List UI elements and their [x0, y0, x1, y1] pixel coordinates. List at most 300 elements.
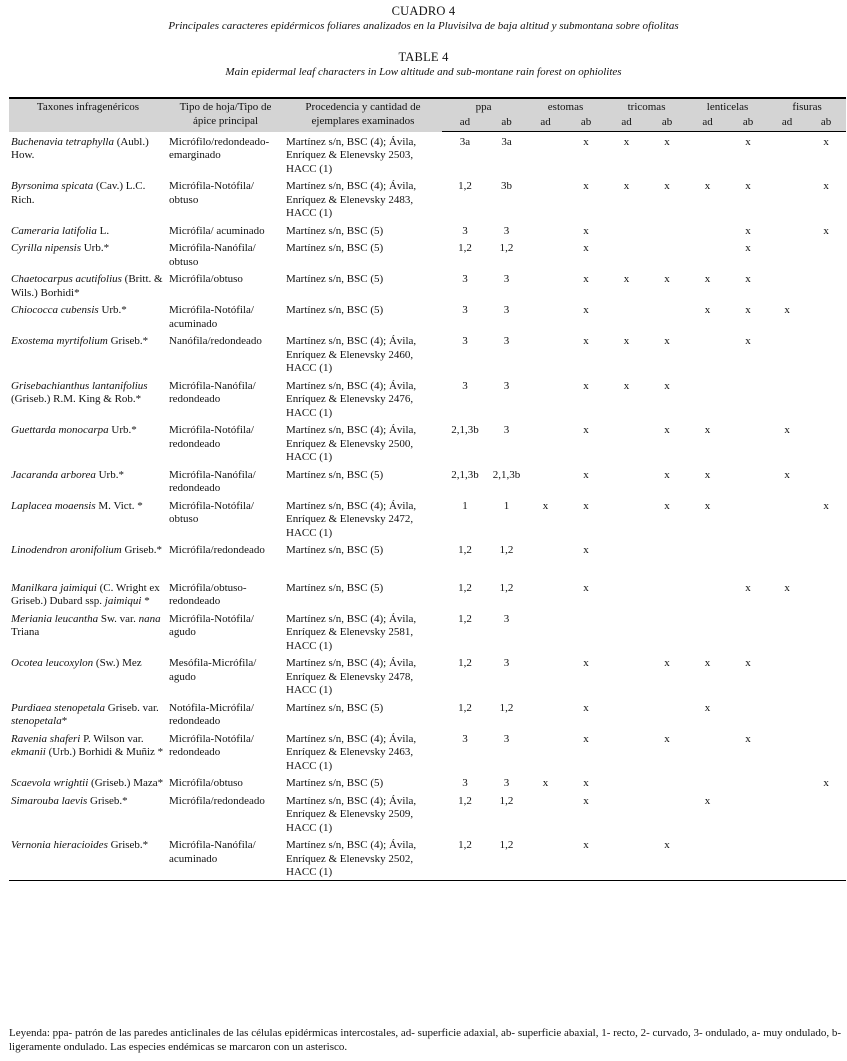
cell-estomas-ab: x: [583, 581, 589, 594]
cell-tricomas-ad: [606, 729, 647, 774]
leaf-type-cell: Micrófila/obtuso: [169, 777, 243, 789]
cell-lenticelas-ab: x: [745, 242, 751, 254]
cell-fisuras-ad: [768, 331, 806, 376]
cell-ppa-ab: 1,2: [499, 701, 514, 714]
cell-estomas-ad: [525, 609, 566, 654]
cell-ppa-ad: 3: [462, 777, 468, 789]
cell-tricomas-ab: [647, 609, 687, 654]
taxon-cell: [9, 176, 167, 221]
cell-fisuras-ad: [768, 835, 806, 880]
cell-ppa-ad: 1,2: [442, 835, 488, 880]
table-caption-en: Main epidermal leaf characters in Low altitude and sub-montane rain forest on ophiolites: [225, 66, 622, 78]
cell-tricomas-ab: [647, 238, 687, 269]
taxon-name-italic: Linodendron aronifolium: [11, 544, 122, 556]
taxon-name-italic: Cyrilla nipensis: [11, 242, 81, 254]
cell-tricomas-ab: [647, 578, 687, 609]
col-sub-fisuras-ad: ad: [768, 116, 806, 132]
col-sub-lenticelas-ab: ab: [728, 116, 768, 132]
cell-lenticelas-ab: x: [745, 224, 751, 237]
cell-tricomas-ab: x: [664, 136, 670, 148]
taxon-author: Urb.*: [98, 304, 127, 316]
cell-tricomas-ab: [647, 698, 687, 729]
taxon-author: Griseb.*: [107, 839, 149, 851]
cell-fisuras-ab: [806, 269, 846, 300]
table-row: [9, 698, 846, 729]
cell-ppa-ad: 2,1,3b: [451, 468, 479, 481]
taxon-cell: [9, 540, 167, 578]
cell-lenticelas-ad: [687, 773, 728, 791]
taxon-cell: [9, 791, 167, 836]
col-header-leaf-type: Tipo de hoja/Tipo de ápice principal: [167, 98, 284, 132]
cell-fisuras-ad: [768, 221, 806, 239]
taxon-author: L.: [96, 224, 110, 237]
cell-estomas-ab: [566, 609, 606, 654]
cell-ppa-ad: 1,2: [458, 701, 472, 714]
table-row: [9, 132, 846, 177]
cell-lenticelas-ab: x: [745, 273, 751, 285]
taxon-author: *: [141, 595, 150, 607]
cell-fisuras-ad: [768, 176, 806, 221]
cell-fisuras-ad: [768, 238, 806, 269]
leaf-type-cell: Micrófila-Notófila/ redondeado: [169, 424, 254, 450]
cell-fisuras-ad: [768, 540, 806, 578]
cell-ppa-ab: 3: [503, 335, 510, 347]
cell-tricomas-ab: x: [664, 732, 670, 745]
provenance-cell: Martínez s/n, BSC (4); Ávila, Enríquez & Elenevsky 2460, HACC (1): [286, 335, 417, 374]
cell-lenticelas-ad: x: [704, 657, 711, 669]
cell-estomas-ad: [525, 176, 566, 221]
cell-estomas-ab: x: [583, 242, 589, 254]
cell-ppa-ad: 1,2: [458, 544, 472, 556]
provenance-cell: Martínez s/n, BSC (5): [286, 777, 384, 789]
taxon-cell: [9, 376, 167, 421]
leaf-type-cell: Micrófila/redondeado: [169, 544, 265, 556]
taxon-name-italic: Vernonia hieracioides: [11, 839, 108, 851]
table-body: [9, 132, 846, 881]
cell-estomas-ad: [525, 269, 566, 300]
cell-fisuras-ab: x: [823, 777, 829, 789]
cell-lenticelas-ab: x: [745, 657, 751, 669]
taxon-name-italic: Exostema myrtifolium: [11, 335, 108, 347]
cell-fisuras-ab: x: [823, 499, 829, 512]
cell-estomas-ab: x: [583, 180, 589, 192]
cell-fisuras-ab: [806, 420, 846, 465]
cell-tricomas-ab: [647, 773, 687, 791]
cell-ppa-ab: 1,2: [499, 242, 514, 254]
taxon-name-italic: Laplacea moaensis: [11, 499, 96, 512]
leaf-type-cell: Micrófila/obtuso: [169, 273, 243, 285]
provenance-cell: Martínez s/n, BSC (5): [286, 701, 384, 714]
cell-fisuras-ab: [806, 653, 846, 698]
cell-lenticelas-ab: [728, 540, 768, 578]
cell-fisuras-ab: x: [823, 224, 829, 237]
col-header-provenance: Procedencia y cantidad de ejemplares examinados: [284, 98, 442, 132]
cell-lenticelas-ad: [687, 331, 728, 376]
taxon-name-italic: Purdiaea stenopetala: [11, 701, 105, 714]
cell-estomas-ad: [525, 420, 566, 465]
cell-estomas-ab: x: [583, 777, 589, 789]
cell-ppa-ab: 1: [503, 499, 510, 512]
table-legend: Leyenda: ppa- patrón de las paredes anticlinales de las células epidérmicas intercostales, ad- superficie adaxial, ab- superficie abaxial, 1- recto, 2- curvado, 3- ondulado, a- muy ondulado, b- ligeramente ondulado. Las especies endémicas se marcaron con un asterisco.: [9, 1027, 841, 1053]
taxon-author: (C. Wright ex Griseb.) Dubard ssp.: [11, 581, 160, 607]
cell-ppa-ab: 2,1,3b: [492, 468, 521, 481]
cell-tricomas-ad: x: [623, 379, 630, 392]
cell-ppa-ab: 3a: [501, 136, 512, 148]
cell-fisuras-ab: [806, 238, 846, 269]
cell-fisuras-ab: x: [823, 136, 829, 148]
cell-tricomas-ad: [606, 221, 647, 239]
cell-lenticelas-ab: [728, 609, 768, 654]
taxon-cell: [9, 132, 167, 177]
taxon-name-italic: Jacaranda arborea: [11, 468, 96, 481]
cell-fisuras-ad: [768, 698, 806, 729]
taxon-cell: [9, 331, 167, 376]
cell-lenticelas-ad: x: [704, 424, 711, 436]
leaf-type-cell: Micrófila/obtuso-redondeado: [169, 581, 247, 607]
cell-tricomas-ab: x: [664, 468, 670, 481]
table-row: [9, 540, 846, 578]
table-row: [9, 221, 846, 239]
cell-tricomas-ad: [606, 653, 647, 698]
table-row: [9, 238, 846, 269]
cell-estomas-ad: [525, 331, 566, 376]
cell-ppa-ad: 1,2: [458, 794, 472, 807]
cell-estomas-ab: x: [583, 304, 589, 316]
taxon-author: Sw. var.: [98, 612, 139, 625]
provenance-cell: Martínez s/n, BSC (4); Ávila, Enríquez & Elenevsky 2503, HACC (1): [286, 135, 417, 175]
cell-estomas-ad: x: [542, 777, 549, 789]
cell-lenticelas-ad: x: [704, 701, 711, 714]
cell-estomas-ad: x: [542, 499, 549, 512]
cell-lenticelas-ad: [687, 376, 728, 421]
cell-ppa-ab: 3: [503, 777, 510, 789]
provenance-cell: Martínez s/n, BSC (4); Ávila, Enríquez & Elenevsky 2478, HACC (1): [286, 657, 417, 696]
cell-lenticelas-ab: [728, 698, 768, 729]
taxon-name-italic: Chaetocarpus acutifolius: [11, 273, 122, 285]
col-group-ppa: ppa: [442, 98, 525, 116]
cell-fisuras-ab: [806, 729, 846, 774]
taxon-name-italic: Byrsonima spicata: [11, 180, 94, 192]
table-row: [9, 578, 846, 609]
provenance-cell: Martínez s/n, BSC (4); Ávila, Enríquez & Elenevsky 2581, HACC (1): [286, 612, 417, 652]
cell-lenticelas-ad: [687, 609, 728, 654]
cell-estomas-ad: [525, 238, 566, 269]
leaf-type-cell: Micrófila-Notófila/ obtuso: [169, 180, 254, 206]
taxon-author: Griseb.*: [107, 335, 149, 347]
taxon-cell: [9, 269, 167, 300]
taxon-author: (Griseb.) Maza*: [88, 777, 164, 789]
taxon-name-italic: Guettarda monocarpa: [11, 424, 109, 436]
taxon-author: Urb.*: [108, 424, 137, 436]
cell-tricomas-ab: x: [664, 335, 670, 347]
table-row: [9, 465, 846, 496]
cell-fisuras-ab: [806, 540, 846, 578]
col-sub-ppa-ab: ab: [488, 116, 525, 132]
col-group-estomas: estomas: [525, 98, 606, 116]
taxon-author: Griseb. var.: [105, 701, 159, 714]
table-label-en: TABLE 4: [398, 50, 449, 64]
cell-estomas-ab: x: [583, 273, 589, 285]
cell-fisuras-ab: [806, 698, 846, 729]
provenance-cell: Martínez s/n, BSC (5): [286, 304, 384, 316]
cell-ppa-ab: 3: [503, 732, 510, 745]
cell-estomas-ad: [525, 653, 566, 698]
cell-tricomas-ad: [606, 791, 647, 836]
taxon-cell: [9, 496, 167, 541]
cell-lenticelas-ad: x: [704, 180, 711, 192]
cell-lenticelas-ad: x: [704, 304, 711, 316]
provenance-cell: Martínez s/n, BSC (5): [286, 273, 384, 285]
provenance-cell: Martínez s/n, BSC (4); Ávila, Enríquez & Elenevsky 2463, HACC (1): [286, 732, 417, 772]
col-group-fisuras: fisuras: [768, 98, 846, 116]
provenance-cell: Martínez s/n, BSC (5): [286, 242, 384, 254]
col-group-lenticelas: lenticelas: [687, 98, 768, 116]
leaf-type-cell: Nanófila/redondeado: [169, 335, 262, 347]
col-sub-lenticelas-ad: ad: [687, 116, 728, 132]
cell-lenticelas-ad: x: [704, 499, 711, 512]
cell-estomas-ad: [525, 791, 566, 836]
taxon-author: Griseb.*: [121, 544, 163, 556]
taxon-name-italic: Chiococca cubensis: [11, 304, 99, 316]
cell-lenticelas-ad: [687, 729, 728, 774]
provenance-cell: Martínez s/n, BSC (4); Ávila, Enríquez & Elenevsky 2502, HACC (1): [284, 835, 442, 880]
col-sub-estomas-ad: ad: [525, 116, 566, 132]
leaf-type-cell: Micrófila-Notófila/ agudo: [169, 612, 254, 638]
cell-lenticelas-ad: [687, 578, 728, 609]
cell-lenticelas-ab: [728, 773, 768, 791]
taxon-author: Triana: [11, 626, 40, 638]
cell-lenticelas-ad: x: [704, 273, 711, 285]
table-row: [9, 835, 846, 880]
cell-tricomas-ad: x: [623, 136, 630, 148]
taxon-author: (Urb.) Borhidi & Muñiz *: [45, 746, 164, 758]
cell-tricomas-ad: [606, 773, 647, 791]
cell-fisuras-ab: [806, 465, 846, 496]
leaf-type-cell: Micrófila-Nanófila/ redondeado: [169, 379, 256, 405]
cell-tricomas-ab: x: [664, 379, 670, 392]
cell-tricomas-ad: [606, 835, 647, 880]
cell-lenticelas-ab: x: [745, 180, 751, 192]
cell-fisuras-ab: [806, 835, 846, 880]
provenance-cell: Martínez s/n, BSC (5): [286, 581, 384, 594]
leaf-type-cell: Micrófila-Nanófila/ obtuso: [169, 242, 256, 268]
taxon-name-italic: Ravenia shaferi: [11, 732, 81, 745]
taxon-name-italic: nana: [138, 612, 161, 625]
taxon-author: (Britt. & Wils.) Borhidi*: [11, 273, 163, 299]
cell-ppa-ad: 3: [462, 379, 468, 392]
cell-fisuras-ab: [806, 331, 846, 376]
col-sub-tricomas-ab: ab: [647, 116, 687, 132]
cell-tricomas-ad: [606, 698, 647, 729]
leaf-type-cell: Micrófilo/redondeado-emarginado: [169, 135, 270, 161]
cell-lenticelas-ab: x: [745, 304, 751, 316]
taxon-name-italic: Cameraria latifolia: [11, 224, 97, 237]
cell-fisuras-ad: [768, 376, 806, 421]
taxon-cell: [9, 420, 167, 465]
cell-fisuras-ab: [806, 791, 846, 836]
cell-estomas-ad: [525, 578, 566, 609]
cell-tricomas-ab: [647, 221, 687, 239]
cell-fisuras-ab: [806, 376, 846, 421]
cell-estomas-ad: [525, 835, 566, 880]
cell-fisuras-ad: x: [784, 304, 790, 316]
taxon-author: P. Wilson var.: [80, 732, 144, 745]
taxon-cell: [9, 609, 167, 654]
taxon-cell: [9, 653, 167, 698]
table-row: [9, 791, 846, 836]
cell-estomas-ad: [525, 376, 566, 421]
cell-fisuras-ab: [806, 578, 846, 609]
table-caption-es: Principales caracteres epidérmicos foliares analizados en la Pluvisilva de baja altitud y submontana sobre ofiolitas: [168, 20, 679, 32]
cell-estomas-ad: [525, 465, 566, 496]
cell-ppa-ab: 3b: [501, 180, 512, 192]
cell-ppa-ad: 1,2: [458, 242, 472, 254]
cell-estomas-ab: x: [583, 468, 589, 481]
cell-ppa-ad: 3: [462, 732, 468, 745]
col-sub-fisuras-ab: ab: [806, 116, 846, 132]
cell-tricomas-ad: [606, 300, 647, 331]
cell-fisuras-ad: x: [784, 468, 790, 481]
cell-tricomas-ab: x: [664, 424, 670, 436]
cell-fisuras-ab: [806, 300, 846, 331]
cell-tricomas-ab: x: [647, 835, 687, 880]
cell-estomas-ab: x: [566, 835, 606, 880]
cell-tricomas-ad: [606, 465, 647, 496]
cell-tricomas-ad: [606, 238, 647, 269]
cell-ppa-ad: 3: [462, 273, 468, 285]
taxon-name-italic: Meriania leucantha: [11, 612, 99, 625]
taxon-author: Griseb.*: [87, 794, 128, 807]
taxon-cell: [9, 698, 167, 729]
cell-ppa-ab: 1,2: [499, 581, 514, 594]
cell-ppa-ab: 3: [503, 657, 510, 669]
table-row: [9, 653, 846, 698]
cell-tricomas-ad: x: [623, 273, 630, 285]
cell-lenticelas-ab: x: [745, 335, 751, 347]
table-row: [9, 331, 846, 376]
cell-tricomas-ab: [647, 540, 687, 578]
cell-ppa-ab: 3: [503, 273, 510, 285]
cell-ppa-ab: 1,2: [499, 544, 514, 556]
taxon-name-italic: Scaevola wrightii: [11, 777, 89, 789]
cell-lenticelas-ad: [687, 132, 728, 177]
cell-estomas-ab: x: [583, 224, 589, 237]
cell-tricomas-ad: [606, 609, 647, 654]
cell-estomas-ab: x: [583, 499, 589, 512]
provenance-cell: Martínez s/n, BSC (5): [286, 544, 384, 556]
cell-estomas-ad: [525, 221, 566, 239]
col-group-tricomas: tricomas: [606, 98, 687, 116]
taxon-author: Urb.*: [80, 242, 110, 254]
cell-tricomas-ab: x: [664, 657, 670, 669]
cell-estomas-ad: [525, 300, 566, 331]
cell-ppa-ab: 1,2: [488, 835, 525, 880]
taxon-author: (Aubl.) How.: [11, 135, 149, 161]
cell-fisuras-ad: [768, 132, 806, 177]
col-header-taxon: Taxones infragenéricos: [9, 98, 167, 132]
taxon-name-italic: Simarouba laevis: [11, 794, 88, 807]
cell-ppa-ad: 1,2: [458, 180, 472, 192]
provenance-cell: Martínez s/n, BSC (4); Ávila, Enríquez & Elenevsky 2500, HACC (1): [286, 424, 417, 463]
cell-fisuras-ad: x: [784, 581, 790, 594]
col-sub-ppa-ad: ad: [442, 116, 488, 132]
cell-tricomas-ad: [606, 578, 647, 609]
cell-lenticelas-ad: [687, 835, 728, 880]
taxon-author: *: [61, 715, 68, 727]
taxon-cell: [9, 238, 167, 269]
cell-estomas-ad: [525, 729, 566, 774]
taxon-name-italic: jaimiqui: [104, 595, 142, 607]
taxon-author: (Griseb.) R.M. King & Rob.*: [11, 393, 142, 405]
cell-tricomas-ab: x: [664, 180, 670, 192]
leaf-type-cell: Micrófila-Notófila/ redondeado: [169, 732, 254, 758]
cell-estomas-ad: [525, 132, 566, 177]
cell-ppa-ad: 1,2: [458, 612, 472, 625]
provenance-cell: Martínez s/n, BSC (5): [286, 224, 384, 237]
taxon-name-italic: Manilkara jaimiqui: [11, 581, 97, 594]
leaf-type-cell: Micrófila/ acuminado: [169, 224, 265, 237]
col-sub-tricomas-ad: ad: [606, 116, 647, 132]
cell-tricomas-ad: [606, 420, 647, 465]
taxon-name-italic: ekmanii: [11, 746, 46, 758]
leaf-type-cell: Micrófila-Nanófila/ redondeado: [169, 468, 256, 494]
cell-lenticelas-ad: [687, 238, 728, 269]
cell-fisuras-ad: [768, 609, 806, 654]
table-row: [9, 376, 846, 421]
taxon-cell: [9, 300, 167, 331]
cell-tricomas-ad: x: [623, 180, 630, 192]
table-row: [9, 420, 846, 465]
cell-tricomas-ad: [606, 540, 647, 578]
cell-estomas-ab: x: [583, 424, 589, 436]
cell-estomas-ab: x: [583, 732, 589, 745]
cell-ppa-ab: 3: [503, 379, 510, 392]
cell-estomas-ab: x: [583, 335, 589, 347]
cell-lenticelas-ab: [728, 420, 768, 465]
cell-lenticelas-ab: [728, 496, 768, 541]
cell-ppa-ad: 1: [462, 499, 468, 512]
taxon-cell: [9, 221, 167, 239]
table-row: [9, 496, 846, 541]
cell-fisuras-ad: [768, 269, 806, 300]
cell-ppa-ab: 3: [503, 304, 510, 316]
cell-tricomas-ab: [647, 791, 687, 836]
cell-ppa-ad: 1,2: [458, 581, 472, 594]
cell-estomas-ad: [525, 698, 566, 729]
taxon-name-italic: stenopetala: [11, 715, 62, 727]
taxon-name-italic: Ocotea leucoxylon: [11, 657, 94, 669]
cell-ppa-ad: 3: [462, 335, 468, 347]
cell-fisuras-ad: x: [784, 424, 790, 436]
cell-ppa-ad: 3: [462, 224, 468, 237]
cell-ppa-ab: 3: [503, 224, 510, 237]
table-row: [9, 176, 846, 221]
taxon-cell: [9, 578, 167, 609]
taxon-cell: [9, 729, 167, 774]
table-row: [9, 269, 846, 300]
cell-fisuras-ad: [768, 773, 806, 791]
cell-fisuras-ad: [768, 729, 806, 774]
provenance-cell: Martínez s/n, BSC (4); Ávila, Enríquez & Elenevsky 2472, HACC (1): [286, 499, 417, 539]
taxon-author: Urb.*: [95, 468, 124, 481]
cell-lenticelas-ad: x: [704, 794, 711, 807]
table-row: [9, 729, 846, 774]
cell-estomas-ab: x: [583, 701, 589, 714]
cell-ppa-ab: 3: [503, 612, 510, 625]
cell-tricomas-ad: [606, 496, 647, 541]
provenance-cell: Martínez s/n, BSC (4); Ávila, Enríquez & Elenevsky 2483, HACC (1): [286, 180, 417, 219]
taxon-author: (Cav.) L.C. Rich.: [11, 180, 146, 206]
